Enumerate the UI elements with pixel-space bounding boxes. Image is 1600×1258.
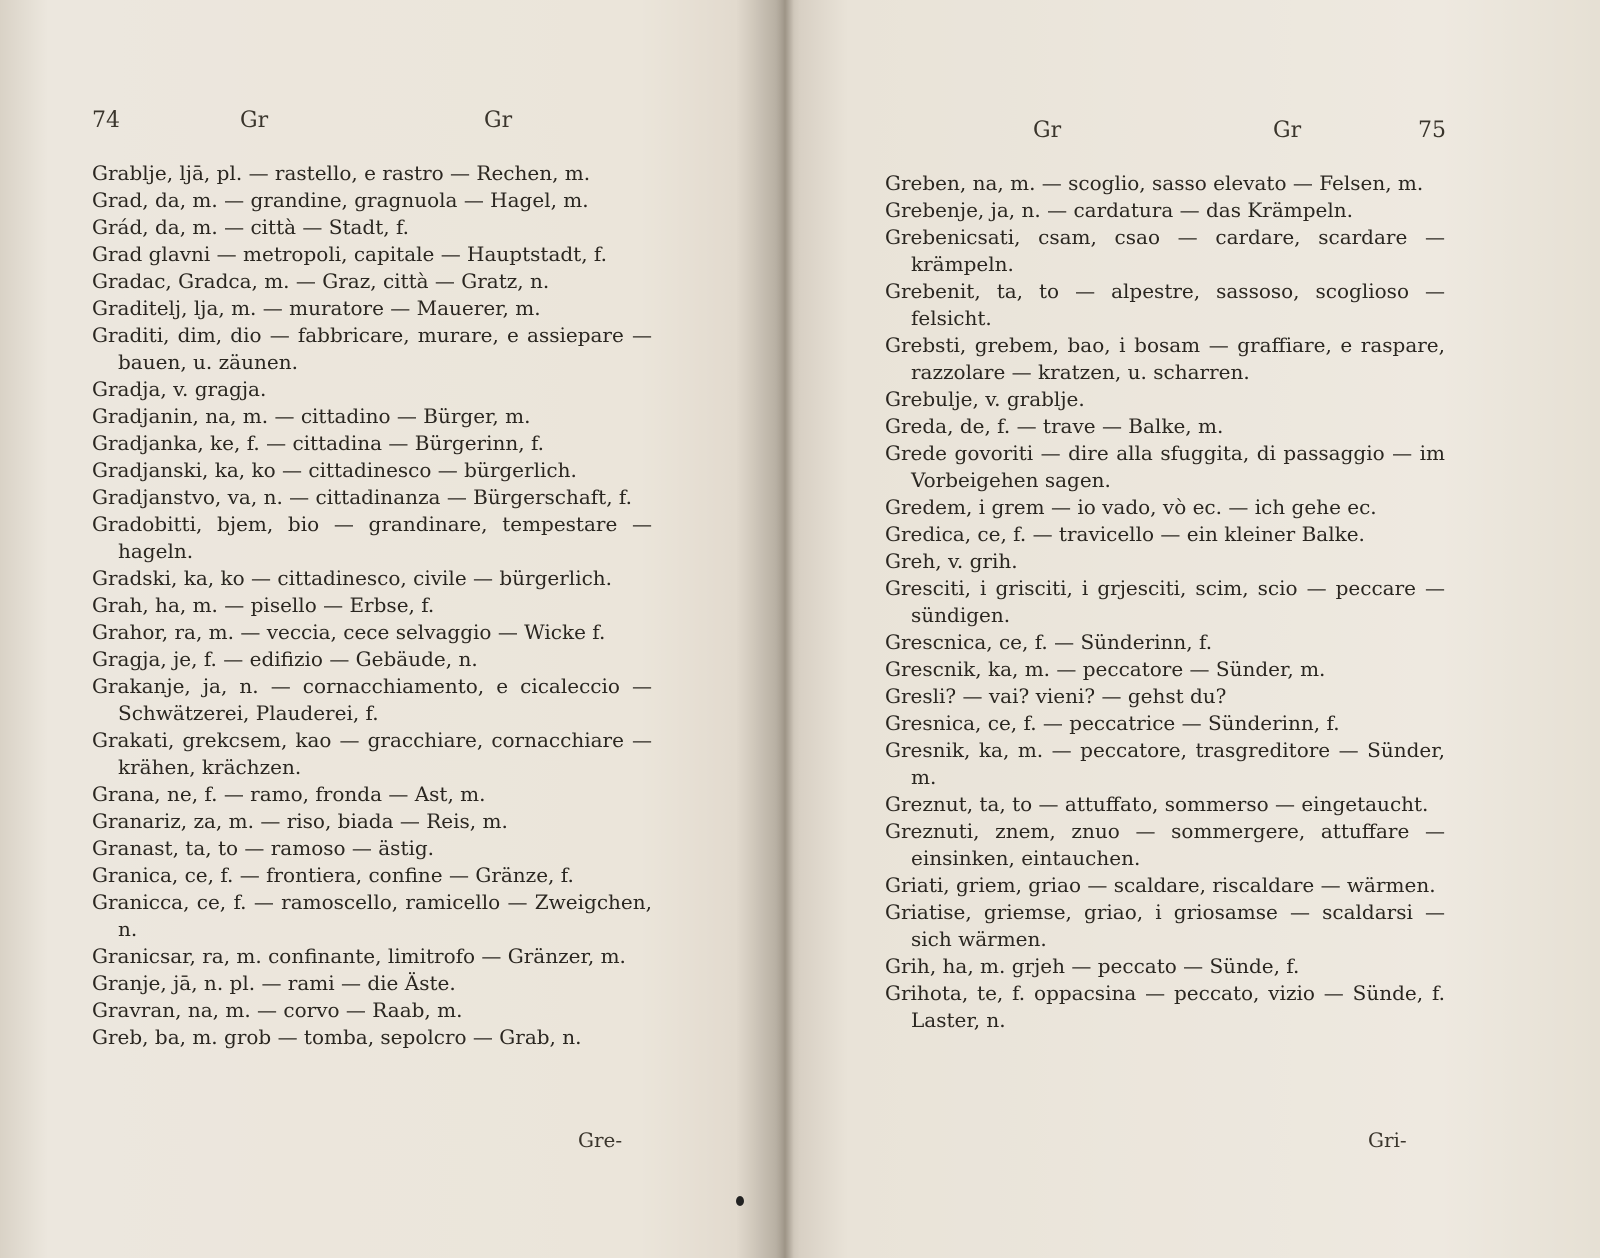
dictionary-entry: Gravran, na, m. — corvo — Raab, m.	[92, 998, 463, 1022]
dictionary-entry: Gradobitti, bjem, bio — grandinare, tempestare — hageln.	[92, 512, 652, 563]
running-head-left-1: Gr	[240, 108, 269, 133]
dictionary-entry: Granast, ta, to — ramoso — ästig.	[92, 836, 435, 860]
dictionary-entry: Grakanje, ja, n. — cornacchiamento, e cicaleccio — Schwätzerei, Plauderei, f.	[92, 674, 652, 725]
dictionary-entry: Grana, ne, f. — ramo, fronda — Ast, m.	[92, 782, 486, 806]
dictionary-entry: Grad glavni — metropoli, capitale — Hauptstadt, f.	[92, 242, 607, 266]
dictionary-entry: Griati, griem, griao — scaldare, riscaldare — wärmen.	[885, 873, 1436, 897]
catchword-left: Gre-	[578, 1128, 623, 1152]
right-page	[790, 0, 1600, 1258]
dictionary-entry: Grakati, grekcsem, kao — gracchiare, cornacchiare — krähen, krächzen.	[92, 728, 652, 779]
dictionary-entry: Grebenit, ta, to — alpestre, sassoso, scoglioso — felsicht.	[885, 279, 1445, 330]
dictionary-entry: Grebenje, ja, n. — cardatura — das Krämpeln.	[885, 198, 1353, 222]
dictionary-entry: Grebsti, grebem, bao, i bosam — graffiare, e raspare, razzolare — kratzen, u. scharren.	[885, 333, 1445, 384]
dictionary-entry: Grahor, ra, m. — veccia, cece selvaggio — Wicke f.	[92, 620, 606, 644]
page-number-left: 74	[92, 108, 120, 133]
dictionary-entry: Gresciti, i grisciti, i grjesciti, scim, scio — peccare — sündigen.	[885, 576, 1445, 627]
dictionary-entry: Gradski, ka, ko — cittadinesco, civile — bürgerlich.	[92, 566, 613, 590]
dictionary-entry: Grihota, te, f. oppacsina — peccato, vizio — Sünde, f. Laster, n.	[885, 981, 1445, 1032]
dictionary-entry: Gradjanstvo, va, n. — cittadinanza — Bürgerschaft, f.	[92, 485, 632, 509]
dictionary-entry: Granicsar, ra, m. confinante, limitrofo — Gränzer, m.	[92, 944, 626, 968]
dictionary-entry: Graditelj, lja, m. — muratore — Mauerer, m.	[92, 296, 541, 320]
dictionary-entry: Gresli? — vai? vieni? — gehst du?	[885, 684, 1227, 708]
dictionary-entry: Gradjanka, ke, f. — cittadina — Bürgerinn, f.	[92, 431, 545, 455]
dictionary-entry: Greda, de, f. — trave — Balke, m.	[885, 414, 1224, 438]
page-number-right: 75	[1418, 118, 1446, 143]
dictionary-entry: Gradjanski, ka, ko — cittadinesco — bürgerlich.	[92, 458, 577, 482]
dictionary-entry: Granica, ce, f. — frontiera, confine — Gränze, f.	[92, 863, 574, 887]
dictionary-entry: Gredica, ce, f. — travicello — ein kleiner Balke.	[885, 522, 1365, 546]
running-head-right-2: Gr	[1273, 118, 1302, 143]
dictionary-entry: Grad, da, m. — grandine, gragnuola — Hagel, m.	[92, 188, 589, 212]
dictionary-entry: Grede govoriti — dire alla sfuggita, di passaggio — im Vorbeigehen sagen.	[885, 441, 1445, 492]
running-head-left-2: Gr	[484, 108, 513, 133]
left-page	[0, 0, 780, 1258]
dictionary-entry: Grah, ha, m. — pisello — Erbse, f.	[92, 593, 435, 617]
dictionary-entry: Gragja, je, f. — edifizio — Gebäude, n.	[92, 647, 478, 671]
dictionary-entry: Granariz, za, m. — riso, biada — Reis, m.	[92, 809, 508, 833]
dictionary-entry: Greh, v. grih.	[885, 549, 1018, 573]
entry-list-left	[92, 160, 652, 1051]
dictionary-entry: Graditi, dim, dio — fabbricare, murare, e assiepare — bauen, u. zäunen.	[92, 323, 652, 374]
dictionary-entry: Gresnica, ce, f. — peccatrice — Sünderinn, f.	[885, 711, 1340, 735]
running-head-right-1: Gr	[1033, 118, 1062, 143]
dictionary-entry: Greznut, ta, to — attuffato, sommerso — eingetaucht.	[885, 792, 1429, 816]
dictionary-entry: Gresnik, ka, m. — peccatore, trasgreditore — Sünder, m.	[885, 738, 1445, 789]
dictionary-entry: Gradjanin, na, m. — cittadino — Bürger, m.	[92, 404, 531, 428]
dictionary-entry: Gradac, Gradca, m. — Graz, città — Gratz, n.	[92, 269, 550, 293]
dictionary-entry: Grih, ha, m. grjeh — peccato — Sünde, f.	[885, 954, 1300, 978]
dictionary-entry: Grescnik, ka, m. — peccatore — Sünder, m.	[885, 657, 1326, 681]
dictionary-entry: Grebulje, v. grablje.	[885, 387, 1085, 411]
dictionary-entry: Grebenicsati, csam, csao — cardare, scardare — krämpeln.	[885, 225, 1445, 276]
dictionary-entry: Greb, ba, m. grob — tomba, sepolcro — Grab, n.	[92, 1025, 582, 1049]
ink-spot	[736, 1196, 744, 1206]
dictionary-entry: Grescnica, ce, f. — Sünderinn, f.	[885, 630, 1213, 654]
dictionary-entry: Granje, jā, n. pl. — rami — die Äste.	[92, 971, 456, 995]
dictionary-entry: Granicca, ce, f. — ramoscello, ramicello — Zweigchen, n.	[92, 890, 652, 941]
dictionary-entry: Grablje, ljā, pl. — rastello, e rastro — Rechen, m.	[92, 161, 591, 185]
catchword-right: Gri-	[1368, 1128, 1407, 1152]
dictionary-entry: Griatise, griemse, griao, i griosamse — scaldarsi — sich wärmen.	[885, 900, 1445, 951]
dictionary-entry: Gradja, v. gragja.	[92, 377, 267, 401]
dictionary-entry: Greben, na, m. — scoglio, sasso elevato — Felsen, m.	[885, 171, 1424, 195]
entry-list-right	[885, 170, 1445, 1034]
dictionary-entry: Grád, da, m. — città — Stadt, f.	[92, 215, 410, 239]
dictionary-entry: Gredem, i grem — io vado, vò ec. — ich gehe ec.	[885, 495, 1377, 519]
dictionary-entry: Greznuti, znem, znuo — sommergere, attuffare — einsinken, eintauchen.	[885, 819, 1445, 870]
